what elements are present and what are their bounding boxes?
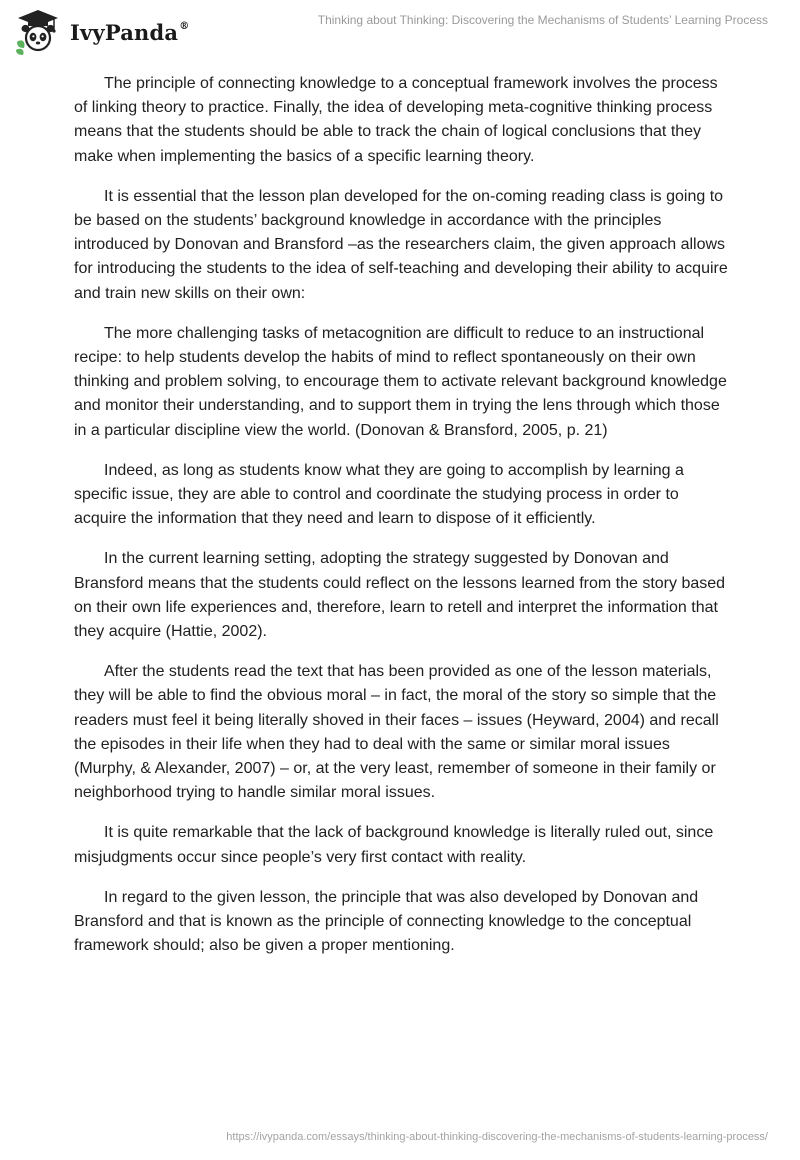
registered-mark: ® xyxy=(179,20,190,32)
document-title: Thinking about Thinking: Discovering the Mechanisms of Students’ Learning Process xyxy=(317,13,768,27)
paragraph: Indeed, as long as students know what they are going to accomplish by learning a specific issue, they are able to control and coordinate the studying process in order to acquire the information that they need and learn to dispose of it efficiently. xyxy=(74,461,684,528)
panda-graduate-icon xyxy=(14,8,62,56)
paragraph: In the current learning setting, adopting the strategy suggested by Donovan and Bransford means that the students could reflect on the lessons learned from the story based on their own life experiences and, therefore, learn to retell and interpret the information that they acquire (Hattie, 2002). xyxy=(74,550,726,641)
brand-logo[interactable] xyxy=(14,8,189,56)
source-url[interactable]: https://ivypanda.com/essays/thinking-about-thinking-discovering-the-mechanisms-of-students-learning-process/ xyxy=(226,1131,768,1143)
block-quote-paragraph: The more challenging tasks of metacognition are difficult to reduce to an instructional recipe: to help students develop the habits of mind to reflect spontaneously on their own thinking and problem solving, to encourage them to activate relevant background knowledge and monitor their understanding, and to support them in trying the lens through which those in a particular discipline view the world. (Donovan & Bransford, 2005, p. 21) xyxy=(74,324,727,439)
essay-body xyxy=(74,72,734,975)
paragraph: It is essential that the lesson plan developed for the on-coming reading class is going to be based on the students’ background knowledge in accordance with the principles introduced by Donovan and Bransford –as the researchers claim, the given approach allows for introducing the students to the idea of self-teaching and developing their ability to acquire and train new skills on their own: xyxy=(74,187,728,302)
brand-name: IvyPanda® xyxy=(70,19,190,45)
paragraph: In regard to the given lesson, the principle that was also developed by Donovan and Bransford and that is known as the principle of connecting knowledge to the conceptual framework should; also be given a proper mentioning. xyxy=(74,888,699,955)
paragraph: It is quite remarkable that the lack of background knowledge is literally ruled out, since misjudgments occur since people’s very first contact with reality. xyxy=(74,824,714,866)
paragraph: After the students read the text that has been provided as one of the lesson materials, they will be able to find the obvious moral – in fact, the moral of the story so simple that the readers must feel it being literally shoved in their faces – issues (Heyward, 2004) and recall the episodes in their life when they had to deal with the same or similar moral issues (Murphy, & Alexander, 2007) – or, at the very least, remember of someone in their family or neighborhood trying to handle similar moral issues. xyxy=(74,663,719,802)
page-header xyxy=(0,0,800,60)
paragraph: The principle of connecting knowledge to a conceptual framework involves the process of linking theory to practice. Finally, the idea of developing meta-cognitive thinking process means that the students should be able to track the chain of logical conclusions that they make when implementing the basics of a specific learning theory. xyxy=(74,75,718,165)
